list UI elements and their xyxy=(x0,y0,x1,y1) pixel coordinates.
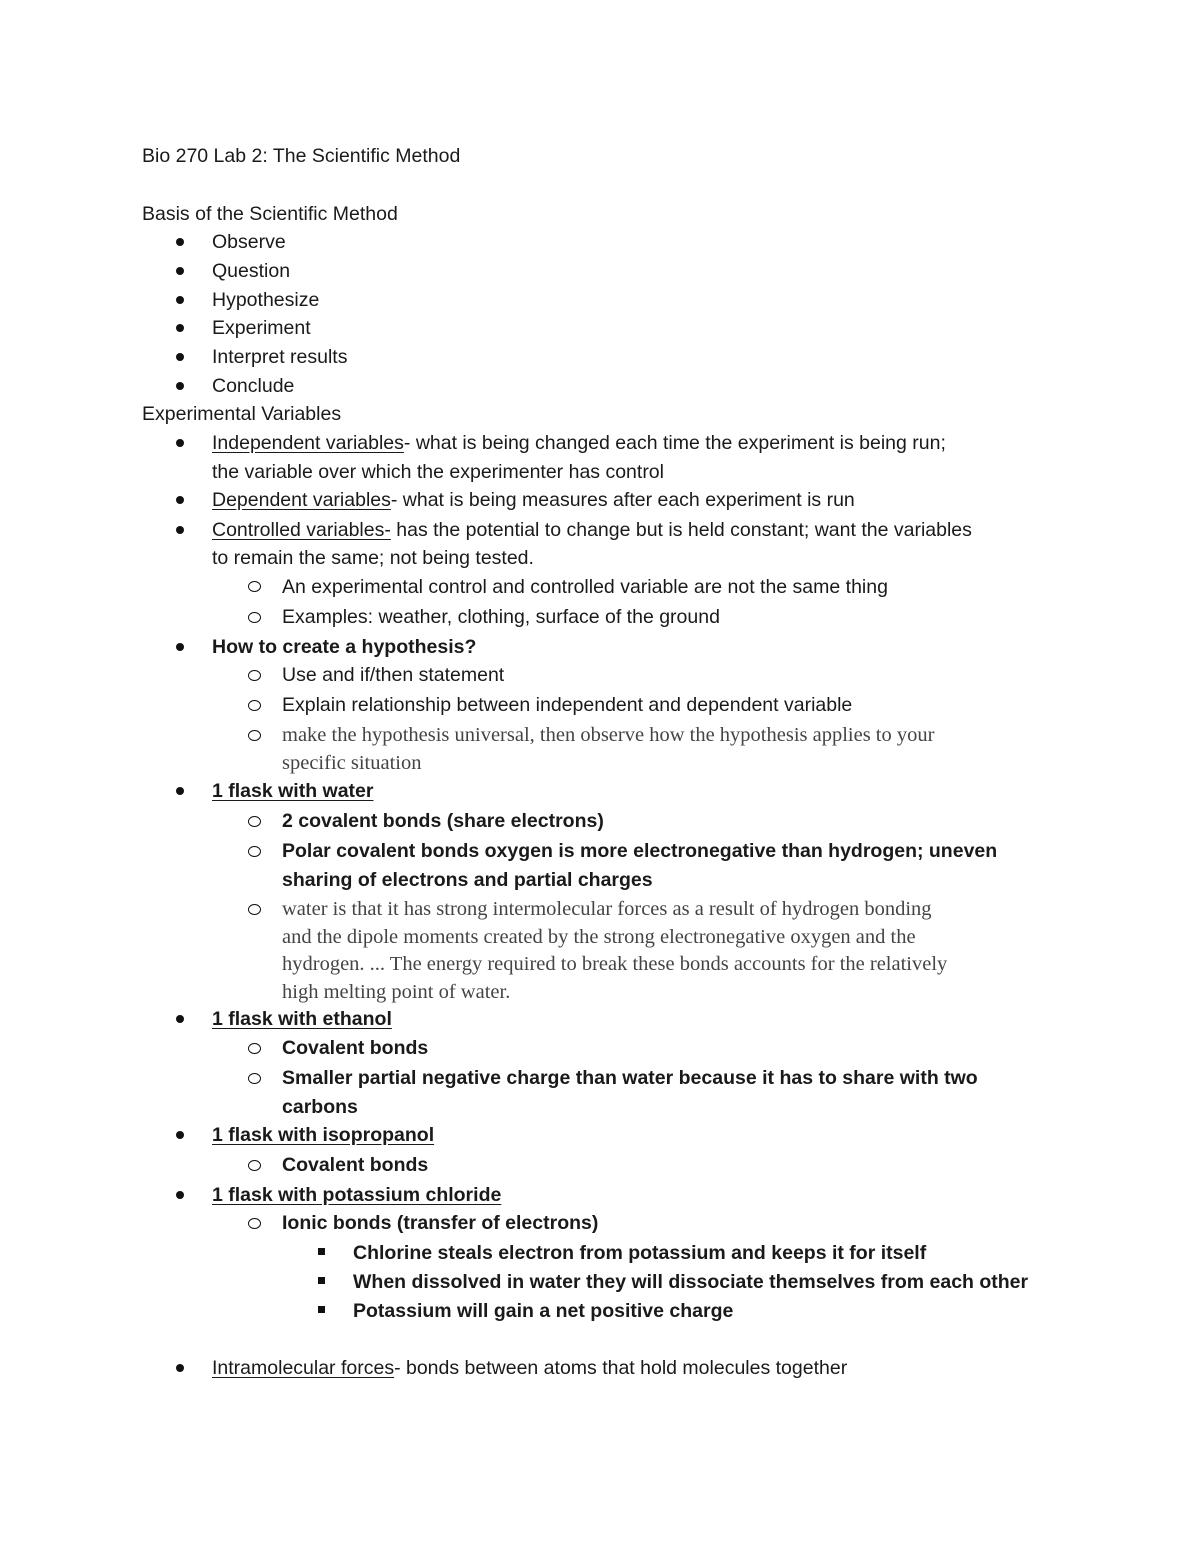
list-item: Conclude xyxy=(212,375,295,397)
hollow-bullet-icon xyxy=(248,816,261,827)
sub-list-item-continuation: carbons xyxy=(282,1096,358,1118)
square-bullet-icon xyxy=(318,1248,325,1255)
sub-list-item-continuation: sharing of electrons and partial charges xyxy=(282,869,653,891)
sub-list-item: An experimental control and controlled variable are not the same thing xyxy=(282,576,888,598)
list-item: Hypothesize xyxy=(212,289,320,311)
term-intramolecular: Intramolecular forces xyxy=(212,1357,395,1379)
sub-sub-list-item: When dissolved in water they will dissociate themselves from each other xyxy=(353,1271,1029,1293)
list-item: Interpret results xyxy=(212,346,348,368)
term-dependent: Dependent variables xyxy=(212,489,391,511)
bullet-icon xyxy=(176,1131,184,1139)
section-heading-variables: Experimental Variables xyxy=(142,403,342,425)
section-heading-basis: Basis of the Scientific Method xyxy=(142,203,398,225)
bullet-icon xyxy=(176,643,184,651)
hollow-bullet-icon xyxy=(248,1073,261,1084)
bullet-icon xyxy=(176,496,184,504)
sub-sub-list-item: Potassium will gain a net positive charge xyxy=(353,1300,734,1322)
term-controlled: Controlled variables- xyxy=(212,519,391,541)
hollow-bullet-icon xyxy=(248,612,261,623)
list-item: Observe xyxy=(212,231,286,253)
definition-text: - bonds between atoms that hold molecules together xyxy=(394,1357,848,1379)
bullet-icon xyxy=(176,526,184,534)
sub-list-item-serif: water is that it has strong intermolecular forces as a result of hydrogen bonding xyxy=(282,898,932,920)
sub-list-item: Smaller partial negative charge than water because it has to share with two xyxy=(282,1067,978,1089)
list-item: Experiment xyxy=(212,317,311,339)
bullet-icon xyxy=(176,1191,184,1199)
sub-list-item: Explain relationship between independent and dependent variable xyxy=(282,694,853,716)
sub-list-item-continuation: hydrogen. ... The energy required to break these bonds accounts for the relatively xyxy=(282,953,948,975)
sub-list-item: Use and if/then statement xyxy=(282,664,505,686)
definition-text: has the potential to change but is held constant; want the variables xyxy=(390,519,972,541)
sub-list-item: Polar covalent bonds oxygen is more electronegative than hydrogen; uneven xyxy=(282,840,998,862)
definition-text: - what is being changed each time the experiment is being run; xyxy=(403,432,946,454)
hollow-bullet-icon xyxy=(248,670,261,681)
hollow-bullet-icon xyxy=(248,581,261,592)
sub-sub-list-item: Chlorine steals electron from potassium and keeps it for itself xyxy=(353,1242,927,1264)
bullet-icon xyxy=(176,1364,184,1372)
list-item-hypothesis: How to create a hypothesis? xyxy=(212,636,477,658)
bullet-icon xyxy=(176,324,184,332)
bullet-icon xyxy=(176,238,184,246)
sub-list-item-continuation: specific situation xyxy=(282,752,422,774)
square-bullet-icon xyxy=(318,1306,325,1313)
sub-list-item: Ionic bonds (transfer of electrons) xyxy=(282,1212,599,1234)
sub-list-item-continuation: and the dipole moments created by the strong electronegative oxygen and the xyxy=(282,926,916,948)
list-item-ethanol: 1 flask with ethanol xyxy=(212,1008,392,1030)
list-item-water: 1 flask with water xyxy=(212,780,374,802)
document-title: Bio 270 Lab 2: The Scientific Method xyxy=(142,145,461,167)
hollow-bullet-icon xyxy=(248,846,261,857)
hollow-bullet-icon xyxy=(248,1043,261,1054)
list-item-isopropanol: 1 flask with isopropanol xyxy=(212,1124,435,1146)
hollow-bullet-icon xyxy=(248,904,261,915)
bullet-icon xyxy=(176,439,184,447)
definition-text: - what is being measures after each experiment is run xyxy=(390,489,855,511)
list-item-intramolecular xyxy=(212,1354,847,1383)
list-item: Question xyxy=(212,260,291,282)
hollow-bullet-icon xyxy=(248,730,261,741)
list-item-controlled xyxy=(212,516,972,545)
bullet-icon xyxy=(176,267,184,275)
hollow-bullet-icon xyxy=(248,1160,261,1171)
sub-list-item: Covalent bonds xyxy=(282,1037,429,1059)
list-item-kcl: 1 flask with potassium chloride xyxy=(212,1184,502,1206)
hollow-bullet-icon xyxy=(248,1218,261,1229)
sub-list-item-serif: make the hypothesis universal, then observe how the hypothesis applies to your xyxy=(282,724,935,746)
hollow-bullet-icon xyxy=(248,700,261,711)
bullet-icon xyxy=(176,787,184,795)
definition-continuation: to remain the same; not being tested. xyxy=(212,547,534,569)
definition-continuation: the variable over which the experimenter has control xyxy=(212,461,664,483)
square-bullet-icon xyxy=(318,1277,325,1284)
sub-list-item: Examples: weather, clothing, surface of the ground xyxy=(282,606,720,628)
bullet-icon xyxy=(176,382,184,390)
list-item-dependent xyxy=(212,486,855,515)
sub-list-item: 2 covalent bonds (share electrons) xyxy=(282,810,604,832)
bullet-icon xyxy=(176,296,184,304)
bullet-icon xyxy=(176,1015,184,1023)
list-item-independent xyxy=(212,429,946,458)
term-independent: Independent variables xyxy=(212,432,404,454)
sub-list-item-continuation: high melting point of water. xyxy=(282,981,511,1003)
bullet-icon xyxy=(176,353,184,361)
sub-list-item: Covalent bonds xyxy=(282,1154,429,1176)
